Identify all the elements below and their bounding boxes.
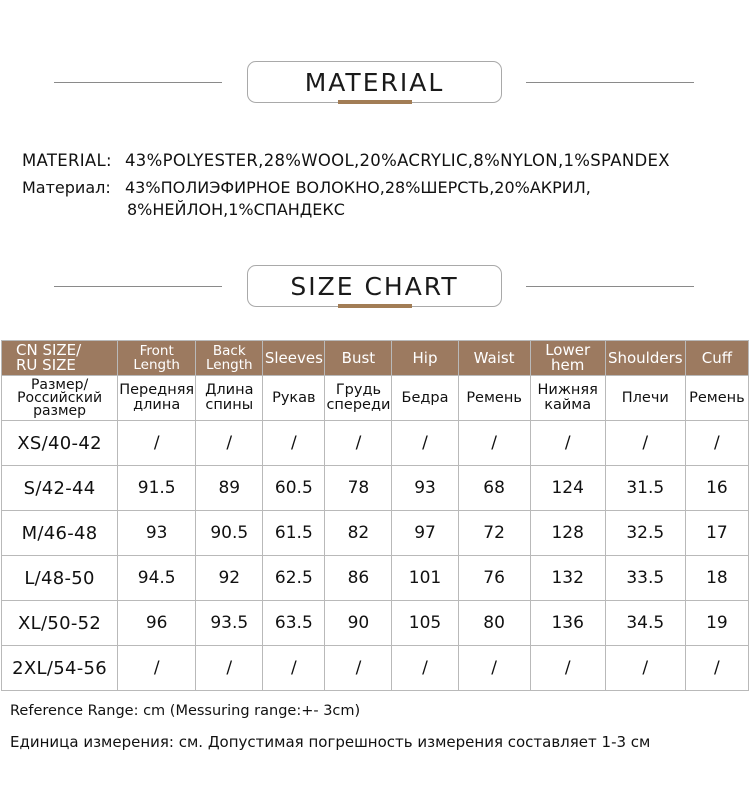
measurement-cell: / [263, 421, 325, 466]
header-line: Российский [17, 389, 103, 406]
header-line: Ремень [466, 389, 522, 406]
header-line: Ремень [689, 389, 745, 406]
measurement-cell: / [392, 421, 458, 466]
header-line: Back [212, 343, 246, 359]
measurement-cell: 132 [530, 556, 605, 601]
measurement-cell: 17 [685, 511, 748, 556]
measurement-cell: / [325, 421, 392, 466]
header-line: Нижняя [537, 382, 598, 398]
header-cell-bust [325, 341, 392, 376]
header-line: Hip [412, 348, 438, 367]
table-row [2, 421, 749, 466]
header-line: Передняя [119, 382, 195, 398]
size-label-cell: M/46-48 [2, 511, 118, 556]
header-ru-cell-waist [458, 376, 530, 421]
measurement-cell: 92 [196, 556, 263, 601]
measurement-cell: 72 [458, 511, 530, 556]
material-heading: MATERIAL [304, 68, 445, 97]
header-cell-back-length [196, 341, 263, 376]
measurement-cell: / [685, 646, 748, 691]
measurement-cell: / [196, 421, 263, 466]
header-ru-cell-shoulders [605, 376, 685, 421]
measurement-cell: 68 [458, 466, 530, 511]
measurement-cell: 61.5 [263, 511, 325, 556]
measurement-cell: / [458, 646, 530, 691]
header-line: Lower [545, 341, 591, 359]
header-cell-size [2, 341, 118, 376]
header-line: Бедра [401, 389, 449, 406]
measurement-cell: 93 [392, 466, 458, 511]
measurement-cell: 18 [685, 556, 748, 601]
measurement-cell: / [118, 421, 196, 466]
divider-line [54, 286, 222, 287]
material-ru-line2 [127, 200, 345, 219]
measurement-cell: 86 [325, 556, 392, 601]
material-ru-line [22, 178, 591, 197]
header-line: Cuff [701, 348, 733, 367]
measurement-cell: / [685, 421, 748, 466]
size-label-cell: XS/40-42 [2, 421, 118, 466]
header-cell-hip [392, 341, 458, 376]
measurement-cell: 31.5 [605, 466, 685, 511]
header-line: Размер/ [30, 376, 89, 393]
header-line: Length [133, 357, 180, 373]
header-ru-cell-sleeves [263, 376, 325, 421]
material-heading-row [0, 61, 750, 105]
measurement-cell: 101 [392, 556, 458, 601]
size-chart-heading: SIZE CHART [290, 272, 459, 301]
measurement-cell: 128 [530, 511, 605, 556]
measurement-cell: 60.5 [263, 466, 325, 511]
header-line: длина [133, 397, 181, 413]
table-row [2, 601, 749, 646]
header-line: Bust [341, 348, 376, 367]
header-line: Shoulders [607, 348, 683, 367]
divider-line [526, 82, 694, 83]
header-ru-cell-front-length [118, 376, 196, 421]
table-row [2, 646, 749, 691]
measurement-cell: / [196, 646, 263, 691]
header-ru-cell-back-length [196, 376, 263, 421]
measurement-cell: 93.5 [196, 601, 263, 646]
measurement-cell: / [458, 421, 530, 466]
material-en-value: 43%POLYESTER,28%WOOL,20%ACRYLIC,8%NYLON,1%SPANDEX [125, 151, 670, 170]
header-cell-shoulders [605, 341, 685, 376]
header-line: Рукав [272, 389, 316, 406]
measurement-cell: 33.5 [605, 556, 685, 601]
material-en-label: MATERIAL: [22, 151, 112, 170]
header-ru-cell-bust [325, 376, 392, 421]
material-heading-pill [247, 61, 502, 103]
header-ru-cell-lower-hem [530, 376, 605, 421]
header-line: Длина [205, 382, 254, 398]
material-ru-value-line1: 43%ПОЛИЭФИРНОЕ ВОЛОКНО,28%ШЕРСТЬ,20%АКРИЛ, [125, 178, 591, 197]
header-line: RU SIZE [16, 356, 76, 374]
table-header-row [2, 341, 749, 376]
measurement-cell: / [118, 646, 196, 691]
header-line: Sleeves [264, 348, 323, 367]
header-ru-cell-cuff [685, 376, 748, 421]
header-line: Front [139, 343, 174, 359]
measurement-cell: 91.5 [118, 466, 196, 511]
material-ru-label: Материал: [22, 178, 111, 197]
measurement-cell: / [530, 421, 605, 466]
divider-line [54, 82, 222, 83]
measurement-cell: / [530, 646, 605, 691]
measurement-cell: 89 [196, 466, 263, 511]
measurement-cell: 78 [325, 466, 392, 511]
size-label-cell: 2XL/54-56 [2, 646, 118, 691]
size-chart-heading-pill [247, 265, 502, 307]
header-line: CN SIZE/ [16, 341, 82, 359]
measurement-cell: 90 [325, 601, 392, 646]
measurement-cell: / [325, 646, 392, 691]
measurement-cell: / [263, 646, 325, 691]
measurement-cell: 63.5 [263, 601, 325, 646]
measurement-cell: 32.5 [605, 511, 685, 556]
header-line: Length [205, 357, 253, 373]
measurement-cell: 76 [458, 556, 530, 601]
header-line: спереди [326, 397, 391, 413]
measurement-note-ru: Единица измерения: см. Допустимая погрешность измерения составляет 1-3 см [10, 733, 651, 751]
header-line: hem [551, 356, 585, 374]
size-label-cell: S/42-44 [2, 466, 118, 511]
size-label-cell: L/48-50 [2, 556, 118, 601]
header-cell-sleeves [263, 341, 325, 376]
size-label-cell: XL/50-52 [2, 601, 118, 646]
table-row [2, 511, 749, 556]
measurement-cell: / [392, 646, 458, 691]
header-cell-lower-hem [530, 341, 605, 376]
measurement-cell: 96 [118, 601, 196, 646]
header-line: кайма [544, 397, 592, 413]
header-ru-cell-size [2, 376, 118, 421]
material-en-line [22, 151, 670, 170]
measurement-cell: 90.5 [196, 511, 263, 556]
measurement-cell: 94.5 [118, 556, 196, 601]
measurement-cell: 19 [685, 601, 748, 646]
header-line: Waist [473, 348, 515, 367]
measurement-cell: 105 [392, 601, 458, 646]
measurement-cell: 80 [458, 601, 530, 646]
header-line: размер [33, 402, 87, 419]
reference-range-note: Reference Range: cm (Messuring range:+- 3cm) [10, 703, 361, 719]
header-line: Плечи [621, 389, 669, 406]
measurement-cell: 16 [685, 466, 748, 511]
header-cell-waist [458, 341, 530, 376]
measurement-cell: 136 [530, 601, 605, 646]
heading-accent-bar [338, 304, 412, 308]
header-line: Грудь [335, 382, 382, 398]
heading-accent-bar [338, 100, 412, 104]
header-ru-cell-hip [392, 376, 458, 421]
header-cell-front-length [118, 341, 196, 376]
size-chart-table [1, 340, 749, 691]
measurement-cell: 93 [118, 511, 196, 556]
measurement-cell: / [605, 646, 685, 691]
measurement-cell: 34.5 [605, 601, 685, 646]
header-cell-cuff [685, 341, 748, 376]
material-ru-value-line2: 8%НЕЙЛОН,1%СПАНДЕКС [127, 200, 345, 219]
table-row [2, 466, 749, 511]
measurement-cell: / [605, 421, 685, 466]
measurement-cell: 62.5 [263, 556, 325, 601]
header-line: спины [205, 397, 254, 413]
size-chart-heading-row [0, 265, 750, 309]
measurement-cell: 82 [325, 511, 392, 556]
table-header-ru-row [2, 376, 749, 421]
measurement-cell: 97 [392, 511, 458, 556]
table-row [2, 556, 749, 601]
divider-line [526, 286, 694, 287]
measurement-cell: 124 [530, 466, 605, 511]
